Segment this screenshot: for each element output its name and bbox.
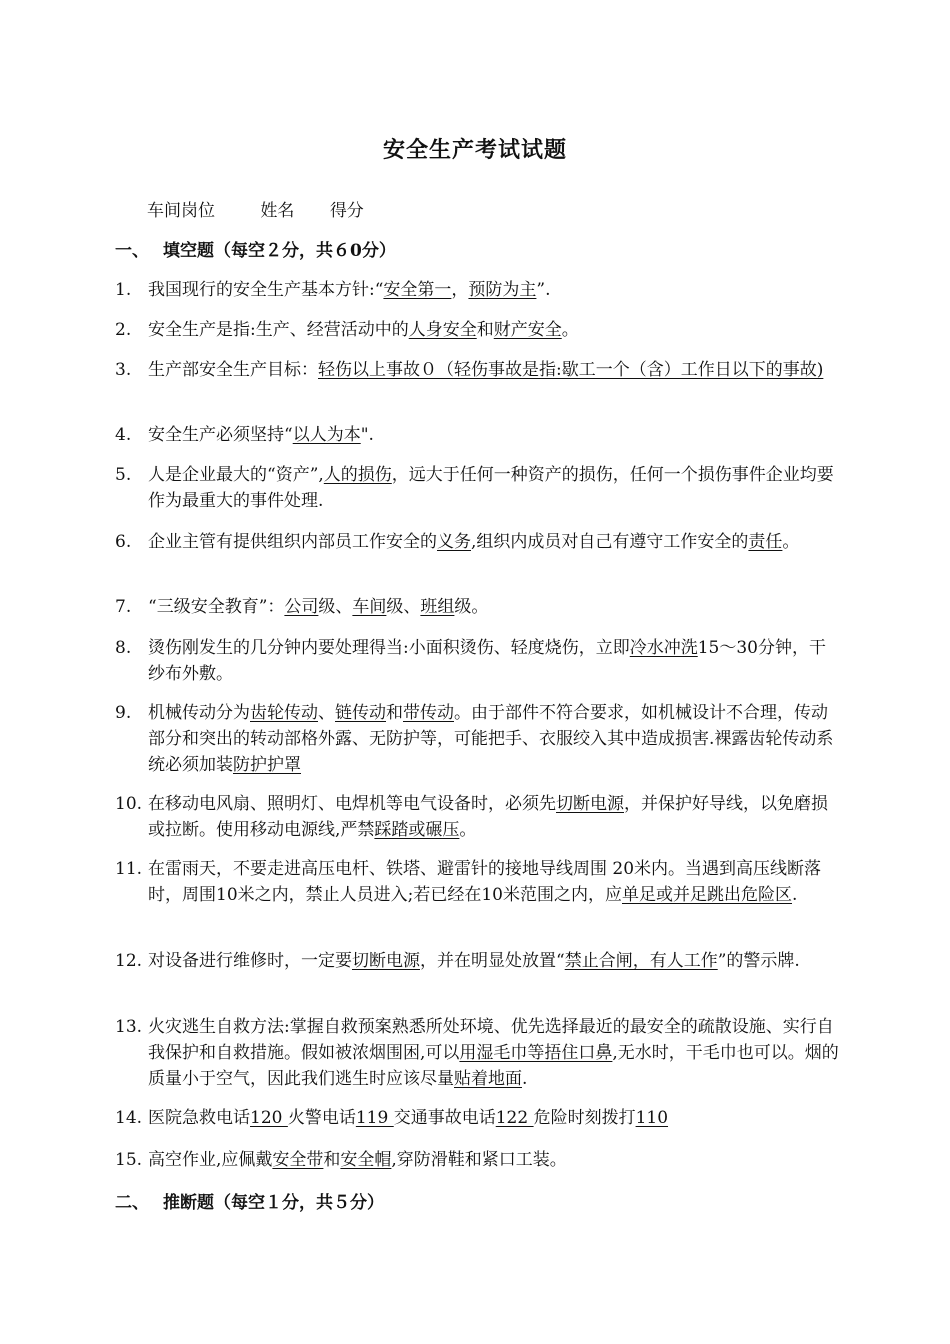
workshop-label: 车间岗位 [147,201,215,221]
question-item [115,357,840,383]
question-text [148,277,840,303]
question-text [148,635,840,687]
question-item [115,635,840,687]
question-segment: 危险时刻拨打 [533,1108,636,1128]
question-number: 9. [115,703,132,723]
answer-blank: 贴着地面 [454,1069,522,1089]
answer-blank: 人身安全 [408,320,477,340]
question-segment: ”. [536,280,551,300]
question-item [115,1147,840,1173]
question-segment: 安全生产是指:生产、经营活动中的 [148,320,409,340]
answer-blank: 带传动 [403,703,454,723]
answer-blank: 防护护罩 [233,755,301,775]
question-segment: 企业主管有提供组织内部员工作安全的 [148,532,437,552]
name-label: 姓名 [260,201,295,221]
question-segment: 我国现行的安全生产基本方针:“ [148,280,384,300]
question-item [115,422,840,448]
answer-blank: 110 [635,1108,669,1128]
question-number: 8. [115,638,132,658]
question-text [148,1105,840,1131]
answer-blank: 切断电源 [352,951,420,971]
section-fill-blank-heading [115,236,396,261]
question-segment: 和 [476,320,494,340]
question-number: 4. [115,425,132,445]
question-item [115,277,840,303]
question-text [148,529,840,555]
answer-blank: 公司 [284,597,319,617]
question-item [115,317,840,343]
answer-blank: 齿轮传动 [250,703,318,723]
score-label: 得分 [329,201,364,221]
question-text [148,700,840,778]
section-number: 一、 [115,241,149,261]
question-segment: 烫伤刚发生的几分钟内要处理得当:小面积烫伤、轻度烧伤，立即 [148,638,630,658]
question-segment: ,组织内成员对自己有遵守工作安全的 [471,532,749,552]
question-segment: ， [451,280,469,300]
question-number: 15. [115,1150,143,1170]
question-item [115,856,840,908]
question-segment: ". [360,425,374,445]
answer-blank: 义务 [437,532,471,552]
question-text [148,948,840,974]
answer-blank: 链传动 [335,703,386,723]
answer-blank: 责任 [748,532,783,552]
question-segment: ,无水时，干毛巾也可以。烟的质量小于空气，因此我们逃生时应该尽量 [148,1043,839,1089]
question-segment: 医院急救电话 [148,1108,250,1128]
section-judgment-heading [115,1188,384,1213]
answer-blank: 预防为主 [468,280,537,300]
question-segment: 。 [561,320,579,340]
page-title: 安全生产考试试题 [382,137,567,163]
answer-blank: 120 [250,1108,288,1128]
question-segment: ，并保护好导线，以免磨损或拉断。使用移动电源线,严禁 [148,794,828,840]
answer-blank: 禁止合闸，有人工作 [564,951,718,971]
question-text [148,317,840,343]
question-segment: . [522,1069,528,1089]
question-number: 14. [115,1108,143,1128]
question-segment: 在雷雨天，不要走进高压电杆、铁塔、避雷针的接地导线周围 20米内。当遇到高压线断落时，周围10米之内，禁止人员进入;若已经在10米范围之内，应 [148,859,822,905]
answer-blank: 安全带 [272,1150,324,1170]
section-label: 填空题（每空２分，共６0分） [163,241,396,261]
question-item [115,529,840,555]
question-segment: 级、 [386,597,421,617]
answer-blank: 用湿毛巾等捂住口鼻 [459,1043,613,1063]
answer-blank: 单足或并足跳出危险区 [622,885,792,905]
question-segment: 生产部安全生产目标： [148,360,318,380]
question-segment: 级、 [318,597,353,617]
question-segment: 。 [459,820,477,840]
answer-blank: 踩踏或碾压 [374,820,460,840]
question-segment: 机械传动分为 [148,703,250,723]
question-item [115,948,840,974]
question-segment: ，远大于任何一种资产的损伤，任何一个损伤事件企业均要作为最重大的事件处理. [148,465,834,511]
question-text [148,422,840,448]
answer-blank: 财产安全 [493,320,562,340]
question-segment: . [792,885,798,905]
question-number: 11. [115,859,143,879]
question-segment: 15～30分钟，干纱布外敷。 [148,638,826,684]
question-segment: 级。 [454,597,489,617]
answer-blank: 班组 [420,597,455,617]
question-item [115,1105,840,1131]
question-text [148,594,840,620]
question-segment: ”的警示牌. [717,951,800,971]
answer-blank: 安全帽 [340,1150,392,1170]
question-segment: 、 [318,703,335,723]
section-number: 二、 [115,1193,149,1213]
answer-blank: 轻伤以上事故０（轻伤事故是指:歇工一个（含）工作日以下的事故) [318,360,824,380]
question-text [148,791,840,843]
question-segment: ，并在明显处放置“ [420,951,565,971]
question-text [148,856,840,908]
question-number: 10. [115,794,143,814]
question-segment: 对设备进行维修时，一定要 [148,951,352,971]
question-item [115,791,840,843]
answer-blank: 人的损伤 [323,465,392,485]
question-item [115,700,840,778]
question-segment: “三级安全教育”： [148,597,285,617]
question-number: 13. [115,1017,143,1037]
question-number: 5. [115,465,132,485]
header-fields [147,196,364,221]
question-segment: 。 [782,532,800,552]
question-segment: 火警电话 [287,1108,356,1128]
question-segment: 和 [386,703,403,723]
question-number: 12. [115,951,143,971]
answer-blank: 切断电源 [556,794,624,814]
question-segment: 高空作业,应佩戴 [148,1150,273,1170]
answer-blank: 安全第一 [383,280,452,300]
question-item [115,594,840,620]
question-segment: ,穿防滑鞋和紧口工装。 [391,1150,567,1170]
question-segment: 交通事故电话 [393,1108,496,1128]
question-segment: 在移动电风扇、照明灯、电焊机等电气设备时，必须先 [148,794,556,814]
question-segment: 和 [323,1150,341,1170]
question-number: 1. [115,280,132,300]
answer-blank: 以人为本 [292,425,361,445]
question-number: 2. [115,320,132,340]
answer-blank: 122 [495,1108,534,1128]
question-item [115,462,840,514]
question-segment: 。由于部件不符合要求，如机械设计不合理，传动部分和突出的转动部格外露、无防护等，可能把手、衣服绞入其中造成损害.裸露齿轮传动系统必须加装 [148,703,834,775]
section-label: 推断题（每空１分，共５分） [163,1193,384,1213]
question-number: 7. [115,597,132,617]
answer-blank: 车间 [352,597,387,617]
question-number: 6. [115,532,132,552]
question-item [115,1014,840,1092]
question-text [148,357,840,383]
answer-blank: 119 [355,1108,394,1128]
question-text [148,1014,840,1092]
question-segment: 安全生产必须坚持“ [148,425,293,445]
question-text [148,1147,840,1173]
question-segment: 人是企业最大的“资产”, [148,465,324,485]
question-text [148,462,840,514]
question-segment: 火灾逃生自救方法:掌握自救预案熟悉所处环境、优先选择最近的最安全的疏散设施、实行自我保护和自救措施。假如被浓烟围困,可以 [148,1017,834,1063]
answer-blank: 冷水冲洗 [629,638,698,658]
question-number: 3. [115,360,132,380]
